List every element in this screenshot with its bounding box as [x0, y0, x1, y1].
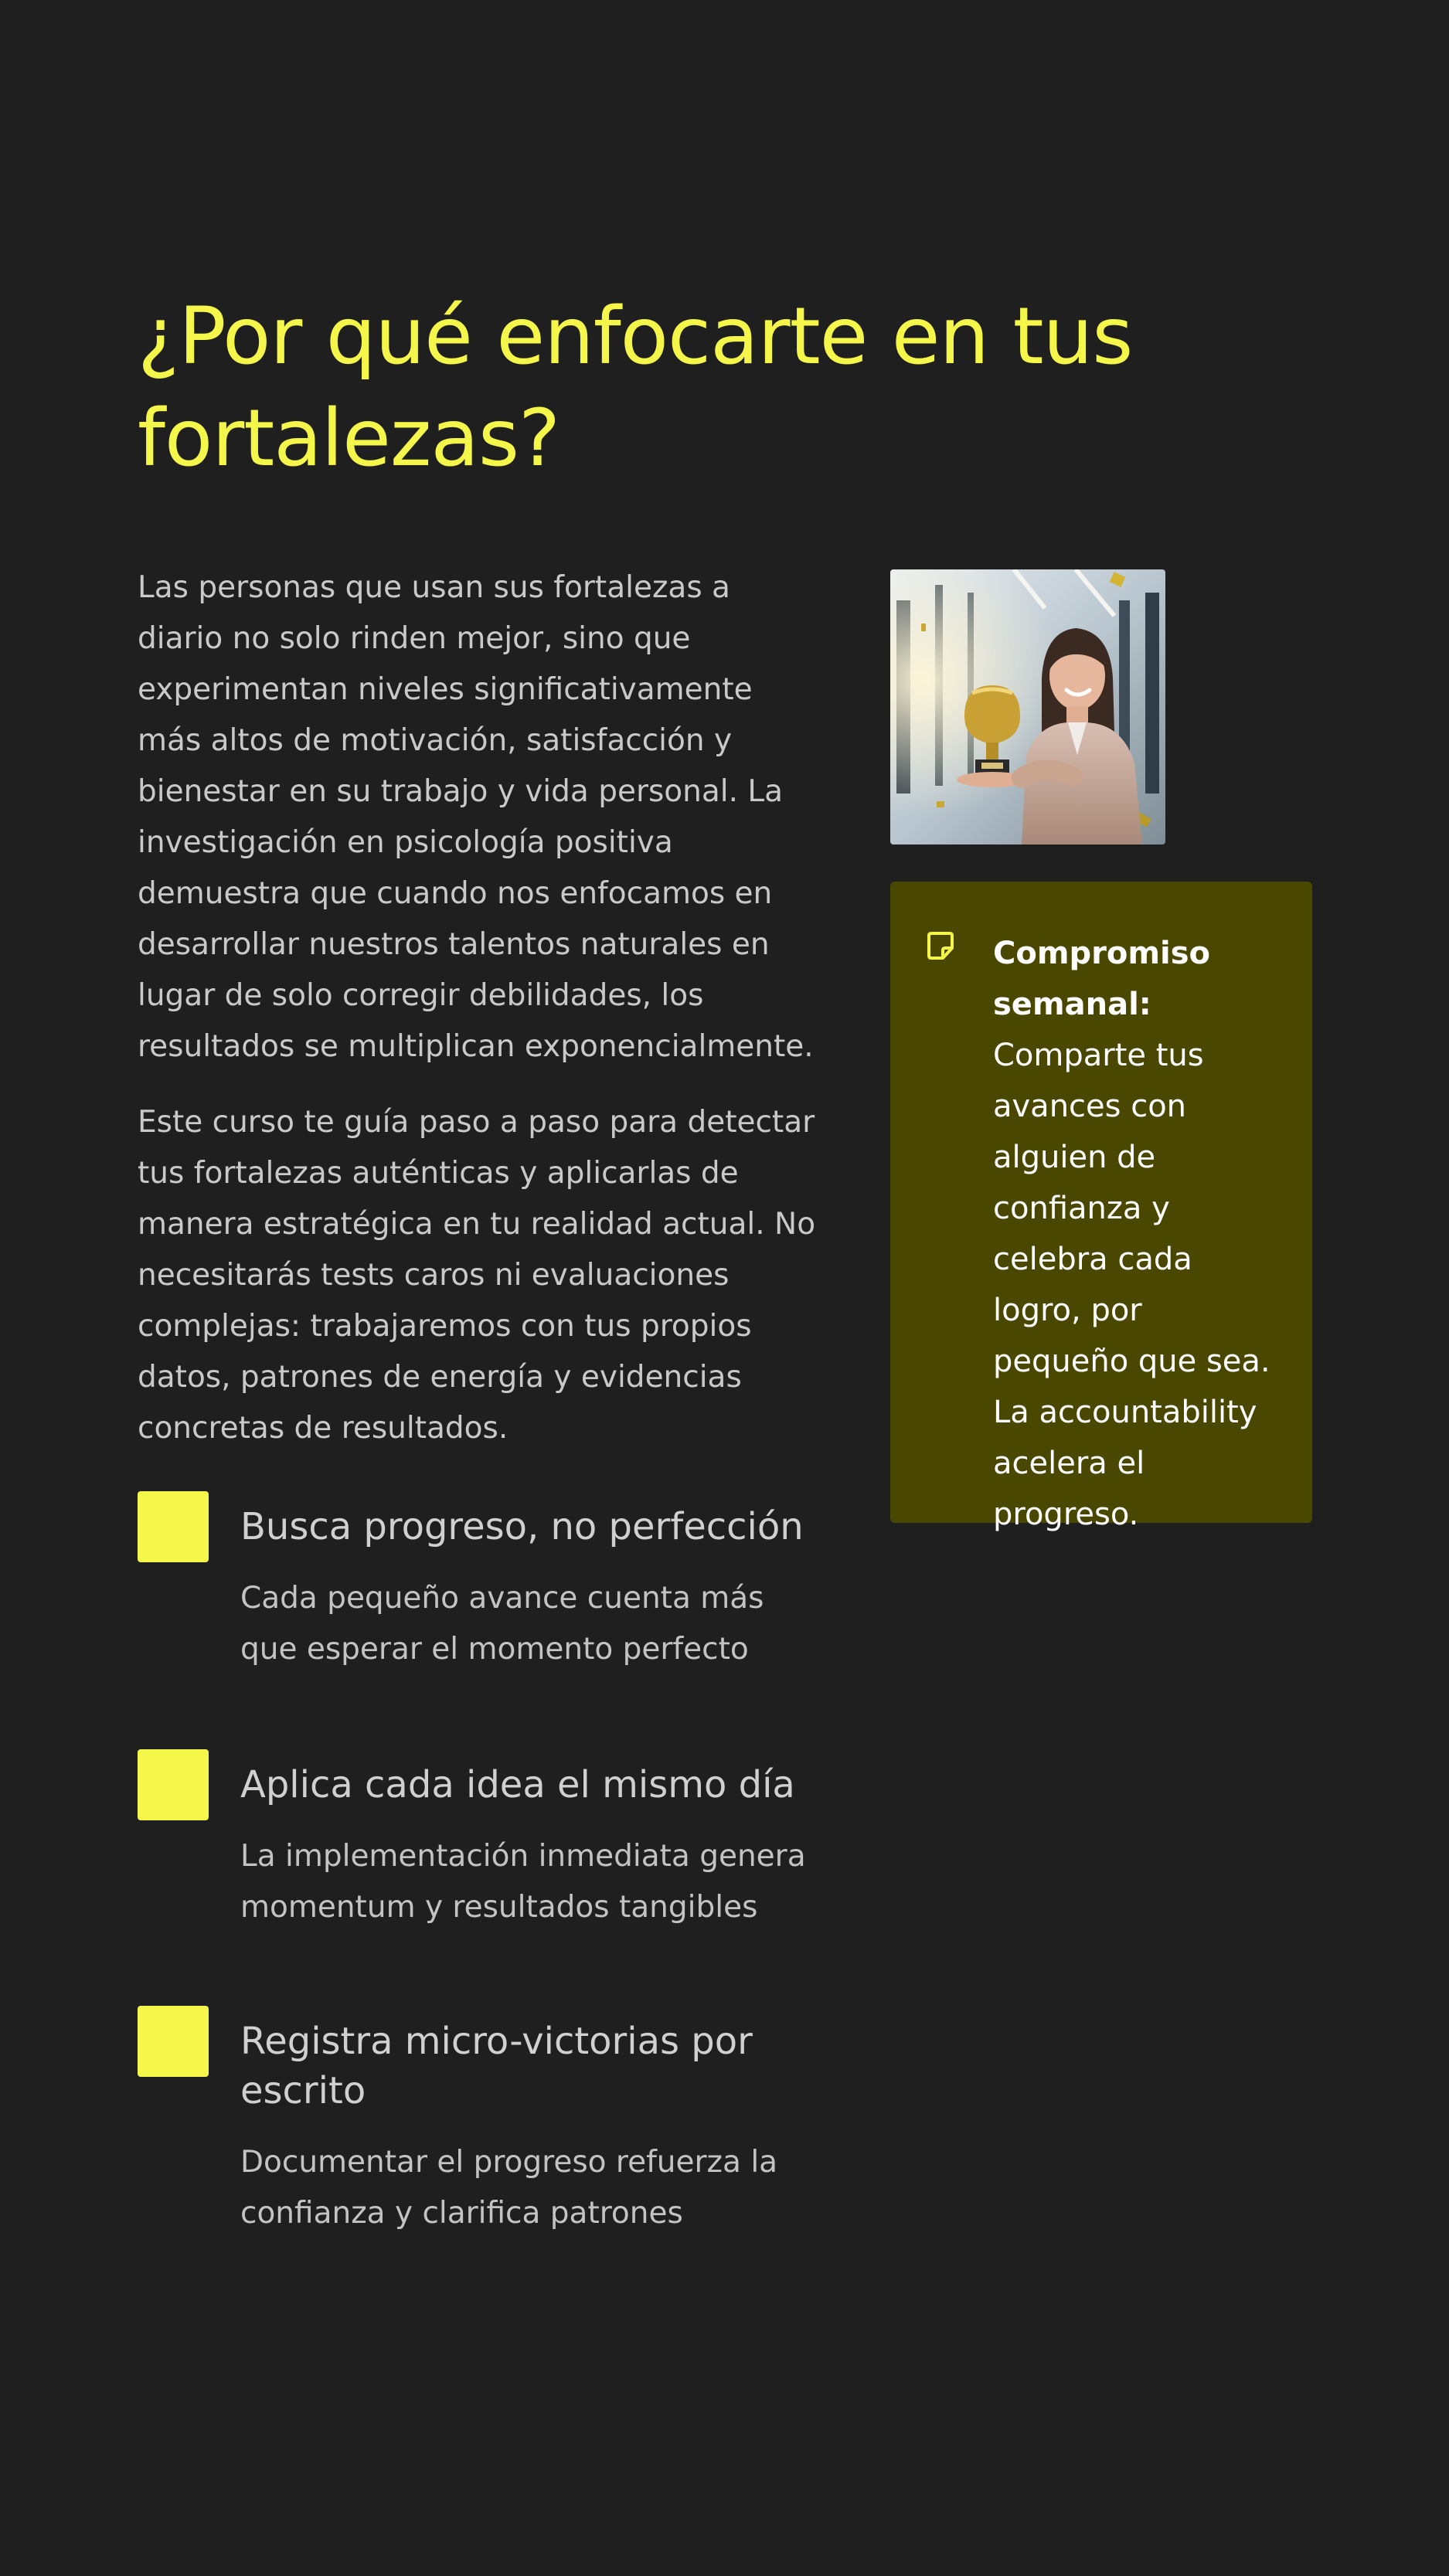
feature-description: La implementación inmediata genera momentum y resultados tangibles	[240, 1839, 806, 1925]
trophy-woman-photo	[890, 569, 1165, 845]
feature-square-icon	[138, 1749, 209, 1820]
feature-description: Cada pequeño avance cuenta más que esperar el momento perfecto	[240, 1581, 764, 1667]
intro-paragraph-1: Las personas que usan sus fortalezas a diario no solo rinden mejor, sino que experimentan niveles significativamente más altos de motivación, satisfacción y bienestar en su trabajo y vida personal. La investigación en psicología positiva demuestra que cuando nos enfocamos en desarrollar nuestros talentos naturales en lugar de solo corregir debilidades, los resultados se multiplican exponencialmente.	[138, 570, 814, 1064]
feature-title: Registra micro-victorias por escrito	[240, 2020, 753, 2112]
feature-list	[138, 1490, 818, 2239]
weekly-commitment-note	[890, 882, 1312, 1532]
feature-square-icon	[138, 2006, 209, 2077]
sticky-note-icon	[924, 929, 957, 962]
intro-paragraph-2: Este curso te guía paso a paso para detectar tus fortalezas auténticas y aplicarlas de manera estratégica en tu realidad actual. No necesitarás tests caros ni evaluaciones complejas: trabajaremos con tus propios datos, patrones de energía y evidencias concretas de resultados.	[138, 1105, 816, 1446]
feature-square-icon	[138, 1491, 209, 1562]
feature-title: Aplica cada idea el mismo día	[240, 1763, 795, 1806]
feature-description: Documentar el progreso refuerza la confianza y clarifica patrones	[240, 2145, 778, 2231]
note-body: Comparte tus avances con alguien de confianza y celebra cada logro, por pequeño que sea. La accountability acelera el progreso.	[993, 1038, 1270, 1532]
intro-section	[138, 562, 818, 1479]
feature-item-progress	[138, 1490, 818, 1748]
feature-item-apply	[138, 1748, 818, 2004]
feature-title: Busca progreso, no perfección	[240, 1505, 804, 1548]
page-title: ¿Por qué enfocarte en tus fortalezas?	[138, 291, 1133, 484]
feature-item-record	[138, 2004, 818, 2239]
note-text	[993, 928, 1281, 1540]
note-title: Compromiso semanal:	[993, 936, 1211, 1022]
